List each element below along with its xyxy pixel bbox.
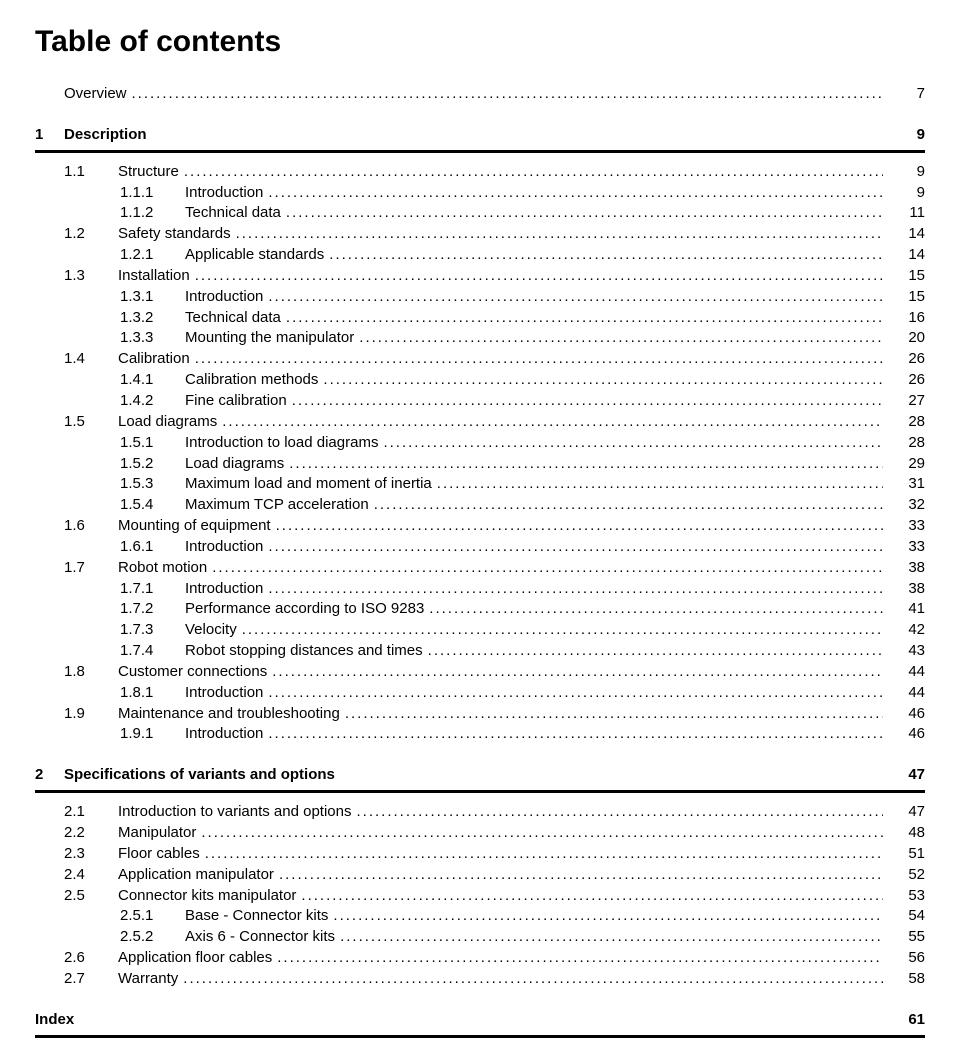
index-title: Index — [35, 1010, 75, 1028]
entry-number: 1.4 — [64, 350, 85, 368]
dot-leader — [263, 724, 883, 745]
entry-number: 1.1.2 — [120, 204, 154, 222]
entry-title: Calibration — [118, 350, 190, 368]
entry-page-number: 38 — [908, 579, 925, 597]
entry-title: Maximum TCP acceleration — [185, 496, 369, 514]
toc-entry[interactable] — [35, 308, 925, 329]
entry-page-number: 47 — [908, 803, 925, 821]
dot-leader — [178, 969, 883, 990]
toc-entry[interactable] — [35, 579, 925, 600]
entry-page-number: 38 — [908, 558, 925, 576]
toc-entry[interactable] — [35, 865, 925, 886]
entry-title: Introduction — [185, 579, 264, 597]
entry-title: Technical data — [185, 308, 281, 326]
dot-leader — [207, 558, 883, 579]
entry-page-number: 33 — [908, 517, 925, 535]
toc-entry-index[interactable] — [35, 1010, 925, 1038]
toc-entry[interactable] — [35, 328, 925, 349]
entry-page-number: 54 — [908, 907, 925, 925]
dot-leader — [179, 162, 883, 183]
toc-entry[interactable] — [35, 802, 925, 823]
entry-page-number: 53 — [908, 886, 925, 904]
entry-page-number: 44 — [908, 662, 925, 680]
toc-entry[interactable] — [35, 474, 925, 495]
toc-entry[interactable] — [35, 537, 925, 558]
toc-entry[interactable] — [35, 203, 925, 224]
entry-page-number: 14 — [908, 225, 925, 243]
entry-number: 1.7 — [64, 558, 85, 576]
toc-entry[interactable] — [35, 620, 925, 641]
toc-entry[interactable] — [35, 844, 925, 865]
dot-leader — [231, 224, 883, 245]
entry-number: 1.6 — [64, 517, 85, 535]
toc-entry[interactable] — [35, 948, 925, 969]
dot-leader — [287, 391, 883, 412]
entry-title: Customer connections — [118, 662, 268, 680]
index-page-number: 61 — [908, 1010, 925, 1028]
entry-page-number: 44 — [908, 683, 925, 701]
entry-page-number: 42 — [908, 621, 925, 639]
entry-page-number: 15 — [908, 287, 925, 305]
toc-entry[interactable] — [35, 823, 925, 844]
entry-title: Performance according to ISO 9283 — [185, 600, 425, 618]
toc-entry[interactable] — [35, 224, 925, 245]
dot-leader — [190, 349, 883, 370]
entry-number: 1.7.3 — [120, 621, 154, 639]
entry-number: 1.7.1 — [120, 579, 154, 597]
entry-title: Manipulator — [118, 824, 197, 841]
entry-page-number: 27 — [908, 391, 925, 409]
entry-title: Structure — [118, 162, 179, 180]
entry-number: 1.4.2 — [120, 391, 154, 409]
toc-entry[interactable] — [35, 287, 925, 308]
chapter-number: 1 — [35, 125, 44, 143]
entry-number: 1.9 — [64, 704, 85, 722]
toc-chapter-heading[interactable] — [35, 765, 925, 793]
entry-number: 2.1 — [64, 803, 85, 821]
entry-title: Application floor cables — [118, 949, 273, 967]
toc-entry-overview[interactable] — [35, 84, 925, 105]
entry-number: 1.5.3 — [120, 475, 154, 493]
toc-entry[interactable] — [35, 454, 925, 475]
entry-page-number: 14 — [908, 246, 925, 264]
toc-entry[interactable] — [35, 599, 925, 620]
toc-entry[interactable] — [35, 641, 925, 662]
dot-leader — [284, 454, 883, 475]
toc-entry[interactable] — [35, 662, 925, 683]
dot-leader — [263, 537, 883, 558]
toc-entry[interactable] — [35, 969, 925, 990]
entry-title: Load diagrams — [118, 412, 218, 430]
entry-title: Introduction — [185, 725, 264, 743]
entry-page-number: 51 — [908, 844, 925, 862]
entry-title: Load diagrams — [185, 454, 285, 472]
dot-leader — [432, 474, 883, 495]
dot-leader — [335, 927, 883, 948]
entry-title: Maintenance and troubleshooting — [118, 704, 340, 722]
entry-title: Maximum load and moment of inertia — [185, 475, 432, 493]
dot-leader — [369, 495, 883, 516]
entry-page-number: 9 — [916, 183, 925, 201]
entry-title: Application manipulator — [118, 865, 274, 883]
toc-entry[interactable] — [35, 683, 925, 704]
toc-entry[interactable] — [35, 433, 925, 454]
entry-page-number: 29 — [908, 454, 925, 472]
entry-title: Connector kits manipulator — [118, 886, 297, 904]
entry-number: 2.5.2 — [120, 928, 154, 946]
entry-number: 1.3.3 — [120, 329, 154, 347]
dot-leader — [281, 203, 883, 224]
entry-number: 1.9.1 — [120, 725, 154, 743]
dot-leader — [263, 287, 883, 308]
entry-title: Calibration methods — [185, 371, 319, 389]
toc-entry[interactable] — [35, 162, 925, 183]
dot-leader — [196, 823, 883, 844]
toc-entry[interactable] — [35, 495, 925, 516]
toc-chapter — [35, 765, 925, 989]
entry-page-number: 33 — [908, 537, 925, 555]
entry-number: 2.3 — [64, 844, 85, 862]
dot-leader — [190, 266, 883, 287]
dot-leader — [351, 802, 883, 823]
dot-leader — [263, 579, 883, 600]
entry-page-number: 28 — [908, 433, 925, 451]
dot-leader — [318, 370, 883, 391]
entry-number: 1.5.2 — [120, 454, 154, 472]
dot-leader — [263, 683, 883, 704]
dot-leader — [200, 844, 883, 865]
entry-title: Warranty — [118, 969, 179, 987]
entry-page-number: 20 — [908, 329, 925, 347]
entry-title: Robot motion — [118, 558, 208, 576]
chapter-title: Specifications of variants and options — [64, 766, 335, 784]
dot-leader — [237, 620, 883, 641]
toc-entry[interactable] — [35, 349, 925, 370]
entry-number: 1.4.1 — [120, 371, 154, 389]
dot-leader — [324, 245, 883, 266]
entry-number: 2.2 — [64, 824, 85, 841]
dot-leader — [328, 906, 883, 927]
entry-number: 1.6.1 — [120, 537, 154, 555]
entry-number: 2.4 — [64, 865, 85, 883]
toc-chapter-list — [35, 125, 925, 990]
entry-number: 2.7 — [64, 969, 85, 987]
entry-title: Robot stopping distances and times — [185, 642, 423, 660]
entry-page-number: 48 — [908, 824, 925, 841]
toc-entry[interactable] — [35, 886, 925, 907]
entry-page-number: 55 — [908, 928, 925, 946]
entry-title: Introduction — [185, 537, 264, 555]
entry-number: 1.3.1 — [120, 287, 154, 305]
entry-page-number: 9 — [916, 162, 925, 180]
dot-leader — [296, 886, 883, 907]
entry-number: 2.6 — [64, 949, 85, 967]
entry-page-number: 7 — [916, 85, 925, 102]
dot-leader — [267, 662, 883, 683]
entry-title: Technical data — [185, 204, 281, 222]
dot-leader — [274, 865, 883, 886]
chapter-number: 2 — [35, 766, 44, 784]
toc-entry[interactable] — [35, 412, 925, 433]
dot-leader — [263, 183, 883, 204]
entry-title: Overview — [64, 85, 127, 102]
dot-leader — [217, 412, 883, 433]
entry-title: Introduction — [185, 287, 264, 305]
entry-number: 1.3 — [64, 266, 85, 284]
entry-page-number: 28 — [908, 412, 925, 430]
toc-chapter — [35, 125, 925, 745]
toc-entry[interactable] — [35, 245, 925, 266]
entry-title: Mounting the manipulator — [185, 329, 355, 347]
toc-entry[interactable] — [35, 906, 925, 927]
entry-title: Installation — [118, 266, 190, 284]
entry-number: 1.1.1 — [120, 183, 154, 201]
dot-leader — [281, 308, 883, 329]
toc-entry-list — [35, 802, 925, 990]
toc-entry[interactable] — [35, 724, 925, 745]
toc-entry[interactable] — [35, 370, 925, 391]
entry-page-number: 52 — [908, 865, 925, 883]
toc-entry[interactable] — [35, 391, 925, 412]
entry-page-number: 16 — [908, 308, 925, 326]
entry-title: Introduction to variants and options — [118, 803, 352, 821]
entry-page-number: 31 — [908, 475, 925, 493]
entry-page-number: 56 — [908, 949, 925, 967]
entry-title: Applicable standards — [185, 246, 325, 264]
dot-leader — [423, 641, 883, 662]
entry-title: Introduction to load diagrams — [185, 433, 379, 451]
toc-entry[interactable] — [35, 183, 925, 204]
entry-title: Floor cables — [118, 844, 200, 862]
dot-leader — [340, 704, 883, 725]
chapter-title: Description — [64, 125, 147, 143]
dot-leader — [424, 599, 883, 620]
chapter-page-number: 47 — [908, 766, 925, 784]
entry-number: 1.5.4 — [120, 496, 154, 514]
entry-page-number: 43 — [908, 642, 925, 660]
entry-page-number: 32 — [908, 496, 925, 514]
entry-page-number: 26 — [908, 350, 925, 368]
toc-entry[interactable] — [35, 266, 925, 287]
entry-title: Fine calibration — [185, 391, 287, 409]
entry-number: 2.5 — [64, 886, 85, 904]
dot-leader — [378, 433, 883, 454]
entry-number: 1.7.2 — [120, 600, 154, 618]
toc-entry[interactable] — [35, 558, 925, 579]
page-title: Table of contents — [35, 25, 282, 58]
entry-title: Introduction — [185, 183, 264, 201]
entry-number: 1.3.2 — [120, 308, 154, 326]
chapter-page-number: 9 — [916, 125, 925, 143]
entry-number: 1.8.1 — [120, 683, 154, 701]
entry-title: Velocity — [185, 621, 237, 639]
dot-leader — [354, 328, 883, 349]
entry-page-number: 58 — [908, 969, 925, 987]
toc-entry[interactable] — [35, 704, 925, 725]
entry-number: 1.5.1 — [120, 433, 154, 451]
entry-number: 1.8 — [64, 662, 85, 680]
toc-entry[interactable] — [35, 927, 925, 948]
entry-number: 1.1 — [64, 162, 85, 180]
entry-page-number: 26 — [908, 371, 925, 389]
dot-leader — [271, 516, 883, 537]
toc-chapter-heading[interactable] — [35, 125, 925, 153]
entry-number: 2.5.1 — [120, 907, 154, 925]
entry-number: 1.5 — [64, 412, 85, 430]
entry-page-number: 46 — [908, 704, 925, 722]
entry-page-number: 46 — [908, 725, 925, 743]
toc-entry[interactable] — [35, 516, 925, 537]
toc-entry-list — [35, 162, 925, 746]
entry-number: 1.2.1 — [120, 246, 154, 264]
dot-leader — [272, 948, 883, 969]
entry-number: 1.2 — [64, 225, 85, 243]
entry-page-number: 41 — [908, 600, 925, 618]
dot-leader — [127, 84, 883, 105]
entry-page-number: 11 — [909, 204, 925, 222]
entry-title: Base - Connector kits — [185, 907, 329, 925]
entry-number: 1.7.4 — [120, 642, 154, 660]
entry-title: Introduction — [185, 683, 264, 701]
entry-title: Axis 6 - Connector kits — [185, 928, 336, 946]
entry-page-number: 15 — [908, 266, 925, 284]
entry-title: Mounting of equipment — [118, 517, 271, 535]
entry-title: Safety standards — [118, 225, 231, 243]
